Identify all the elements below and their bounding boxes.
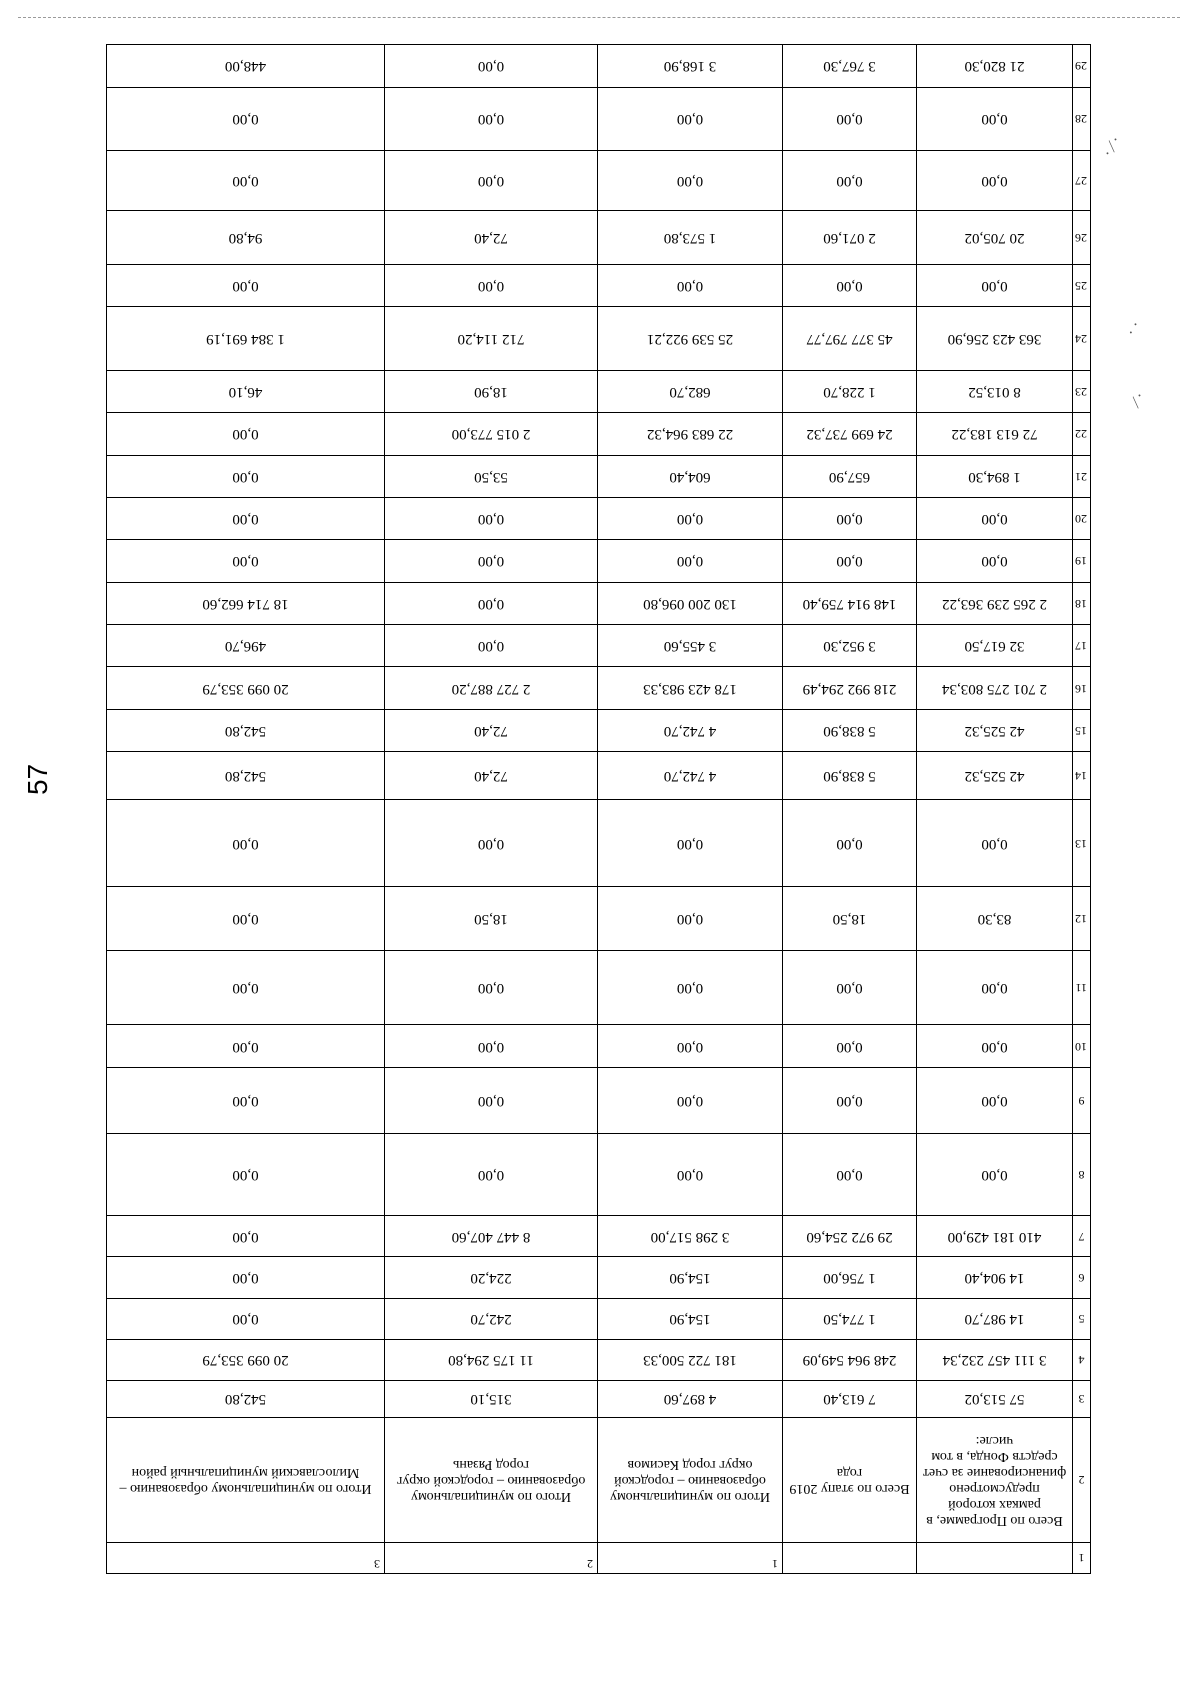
value-cell: 0,00 (598, 87, 783, 151)
value-cell: 242,70 (385, 1298, 598, 1339)
scan-speck: · ⁄ · (1099, 133, 1125, 161)
value-cell: 0,00 (385, 582, 598, 624)
value-cell: 712 114,20 (385, 307, 598, 371)
value-cell: 0,00 (598, 497, 783, 539)
value-cell: 542,80 (107, 709, 385, 751)
row-index-cell: 1 (598, 1542, 783, 1573)
value-cell: 14 987,70 (917, 1298, 1073, 1339)
value-cell: 0,00 (107, 1257, 385, 1298)
column-number-cell: 4 (1073, 1339, 1091, 1380)
value-cell: 0,00 (917, 540, 1073, 582)
value-cell: 83,30 (917, 887, 1073, 951)
value-cell: 604,40 (598, 455, 783, 497)
table-row (107, 87, 1091, 151)
value-cell: 20 099 353,79 (107, 667, 385, 709)
table-row (107, 1257, 1091, 1298)
value-cell: 363 423 256,90 (917, 307, 1073, 371)
table-row (107, 1133, 1091, 1216)
value-cell: 14 904,40 (917, 1257, 1073, 1298)
column-number-cell: 23 (1073, 370, 1091, 412)
column-number-cell: 8 (1073, 1133, 1091, 1216)
column-number-cell: 10 (1073, 1025, 1091, 1067)
value-cell: 3 168,90 (598, 45, 783, 88)
table-row (107, 211, 1091, 265)
value-cell: 22 683 964,32 (598, 413, 783, 455)
table-row (107, 497, 1091, 539)
value-cell: 448,00 (107, 45, 385, 88)
table-row (107, 1067, 1091, 1133)
value-cell: 2 727 887,20 (385, 667, 598, 709)
table-row (107, 887, 1091, 951)
row-index-cell: 2 (385, 1542, 598, 1573)
value-cell: 0,00 (917, 87, 1073, 151)
value-cell: 8 013,52 (917, 370, 1073, 412)
column-number-cell: 24 (1073, 307, 1091, 371)
value-cell: 5 838,90 (783, 709, 917, 751)
value-cell: 21 820,30 (917, 45, 1073, 88)
value-cell: 0,00 (917, 800, 1073, 887)
column-number-cell: 7 (1073, 1216, 1091, 1257)
row-label-cell: Итого по муниципальному образованию – городской округ город Касимов (598, 1417, 783, 1542)
value-cell: 2 701 275 803,34 (917, 667, 1073, 709)
column-number-cell: 18 (1073, 582, 1091, 624)
table-row (107, 625, 1091, 667)
value-cell: 4 742,70 (598, 709, 783, 751)
table-row (107, 752, 1091, 800)
value-cell: 1 756,00 (783, 1257, 917, 1298)
value-cell: 657,90 (783, 455, 917, 497)
value-cell: 18,50 (385, 887, 598, 951)
value-cell: 20 705,02 (917, 211, 1073, 265)
value-cell: 25 539 922,21 (598, 307, 783, 371)
table-row (107, 370, 1091, 412)
row-index-cell (783, 1542, 917, 1573)
value-cell: 46,10 (107, 370, 385, 412)
value-cell: 3 952,30 (783, 625, 917, 667)
column-number-cell: 14 (1073, 752, 1091, 800)
column-number-cell: 16 (1073, 667, 1091, 709)
table-row (107, 151, 1091, 211)
value-cell: 0,00 (385, 1067, 598, 1133)
table-row (107, 264, 1091, 306)
table-row (107, 950, 1091, 1025)
value-cell: 154,90 (598, 1257, 783, 1298)
value-cell: 72,40 (385, 211, 598, 265)
value-cell: 0,00 (107, 887, 385, 951)
value-cell: 0,00 (598, 1025, 783, 1067)
value-cell: 0,00 (385, 151, 598, 211)
rotated-table-sheet (107, 44, 1091, 1574)
value-cell: 0,00 (107, 455, 385, 497)
column-number-cell: 22 (1073, 413, 1091, 455)
value-cell: 0,00 (385, 625, 598, 667)
value-cell: 315,10 (385, 1381, 598, 1418)
value-cell: 11 175 294,80 (385, 1339, 598, 1380)
table-row (107, 800, 1091, 887)
value-cell: 0,00 (107, 1067, 385, 1133)
value-cell: 3 298 517,00 (598, 1216, 783, 1257)
value-cell: 0,00 (917, 1067, 1073, 1133)
column-number-cell: 1 (1073, 1542, 1091, 1573)
value-cell: 5 838,90 (783, 752, 917, 800)
value-cell: 178 423 983,33 (598, 667, 783, 709)
column-number-cell: 25 (1073, 264, 1091, 306)
finance-table (106, 44, 1091, 1574)
row-label-cell: Всего по Программе, в рамках которой предусмотрено финансирование за счет средств Фонда, в том числе: (917, 1417, 1073, 1542)
value-cell: 0,00 (598, 950, 783, 1025)
value-cell: 0,00 (598, 1133, 783, 1216)
value-cell: 496,70 (107, 625, 385, 667)
table-row (107, 1417, 1091, 1542)
value-cell: 218 992 294,49 (783, 667, 917, 709)
value-cell: 0,00 (107, 1025, 385, 1067)
value-cell: 0,00 (598, 1067, 783, 1133)
column-number-cell: 17 (1073, 625, 1091, 667)
column-number-cell: 13 (1073, 800, 1091, 887)
value-cell: 3 767,30 (783, 45, 917, 88)
value-cell: 0,00 (598, 151, 783, 211)
column-number-cell: 29 (1073, 45, 1091, 88)
value-cell: 0,00 (107, 1298, 385, 1339)
table-row (107, 1542, 1091, 1573)
value-cell: 42 525,32 (917, 709, 1073, 751)
value-cell: 29 972 254,60 (783, 1216, 917, 1257)
value-cell: 0,00 (783, 1067, 917, 1133)
value-cell: 0,00 (783, 1025, 917, 1067)
value-cell: 0,00 (107, 151, 385, 211)
value-cell: 0,00 (598, 540, 783, 582)
value-cell: 0,00 (783, 87, 917, 151)
value-cell: 410 181 429,00 (917, 1216, 1073, 1257)
value-cell: 18,50 (783, 887, 917, 951)
value-cell: 32 617,50 (917, 625, 1073, 667)
column-number-cell: 26 (1073, 211, 1091, 265)
table-row (107, 455, 1091, 497)
column-number-cell: 19 (1073, 540, 1091, 582)
value-cell: 0,00 (107, 497, 385, 539)
column-number-cell: 15 (1073, 709, 1091, 751)
value-cell: 0,00 (107, 413, 385, 455)
value-cell: 0,00 (917, 497, 1073, 539)
row-label-cell: Итого по муниципальному образованию – Милославский муниципальный район (107, 1417, 385, 1542)
value-cell: 45 377 797,77 (783, 307, 917, 371)
value-cell: 130 200 096,80 (598, 582, 783, 624)
table-row (107, 307, 1091, 371)
value-cell: 1 384 691,19 (107, 307, 385, 371)
value-cell: 0,00 (783, 497, 917, 539)
column-number-cell: 6 (1073, 1257, 1091, 1298)
value-cell: 42 525,32 (917, 752, 1073, 800)
value-cell: 0,00 (107, 800, 385, 887)
value-cell: 0,00 (598, 887, 783, 951)
value-cell: 0,00 (385, 1133, 598, 1216)
value-cell: 0,00 (783, 264, 917, 306)
column-number-cell: 21 (1073, 455, 1091, 497)
value-cell: 682,70 (598, 370, 783, 412)
value-cell: 0,00 (385, 540, 598, 582)
row-label-cell: Всего по этапу 2019 года (783, 1417, 917, 1542)
table-row (107, 1298, 1091, 1339)
value-cell: 20 099 353,79 (107, 1339, 385, 1380)
column-number-cell: 27 (1073, 151, 1091, 211)
value-cell: 181 722 500,33 (598, 1339, 783, 1380)
column-number-cell: 20 (1073, 497, 1091, 539)
value-cell: 0,00 (385, 1025, 598, 1067)
scan-speck: ⁄ · (1128, 389, 1149, 409)
value-cell: 1 228,70 (783, 370, 917, 412)
value-cell: 0,00 (783, 800, 917, 887)
value-cell: 1 573,80 (598, 211, 783, 265)
value-cell: 0,00 (107, 1133, 385, 1216)
value-cell: 248 964 549,09 (783, 1339, 917, 1380)
value-cell: 148 914 759,40 (783, 582, 917, 624)
value-cell: 3 111 457 232,34 (917, 1339, 1073, 1380)
value-cell: 542,80 (107, 1381, 385, 1418)
value-cell: 0,00 (385, 264, 598, 306)
value-cell: 57 513,02 (917, 1381, 1073, 1418)
value-cell: 0,00 (385, 497, 598, 539)
table-row (107, 667, 1091, 709)
value-cell: 0,00 (385, 800, 598, 887)
value-cell: 154,90 (598, 1298, 783, 1339)
row-index-cell (917, 1542, 1073, 1573)
scan-speck: · · (1122, 318, 1145, 340)
column-number-cell: 9 (1073, 1067, 1091, 1133)
value-cell: 94,80 (107, 211, 385, 265)
table-row (107, 540, 1091, 582)
value-cell: 224,20 (385, 1257, 598, 1298)
value-cell: 0,00 (783, 1133, 917, 1216)
value-cell: 7 613,40 (783, 1381, 917, 1418)
table-row (107, 709, 1091, 751)
column-number-cell: 3 (1073, 1381, 1091, 1418)
value-cell: 3 455,60 (598, 625, 783, 667)
table-row (107, 582, 1091, 624)
value-cell: 1 774,50 (783, 1298, 917, 1339)
value-cell: 18,90 (385, 370, 598, 412)
column-number-cell: 2 (1073, 1417, 1091, 1542)
value-cell: 2 015 773,00 (385, 413, 598, 455)
value-cell: 72 613 183,22 (917, 413, 1073, 455)
value-cell: 0,00 (107, 950, 385, 1025)
value-cell: 0,00 (385, 87, 598, 151)
value-cell: 0,00 (385, 45, 598, 88)
row-index-cell: 3 (107, 1542, 385, 1573)
value-cell: 24 699 737,32 (783, 413, 917, 455)
value-cell: 53,50 (385, 455, 598, 497)
column-number-cell: 28 (1073, 87, 1091, 151)
value-cell: 0,00 (598, 800, 783, 887)
value-cell: 0,00 (783, 151, 917, 211)
value-cell: 4 897,60 (598, 1381, 783, 1418)
value-cell: 0,00 (917, 151, 1073, 211)
table-row (107, 1216, 1091, 1257)
value-cell: 0,00 (107, 87, 385, 151)
value-cell: 0,00 (107, 1216, 385, 1257)
table-row (107, 45, 1091, 88)
value-cell: 4 742,70 (598, 752, 783, 800)
column-number-cell: 5 (1073, 1298, 1091, 1339)
column-number-cell: 11 (1073, 950, 1091, 1025)
table-row (107, 1339, 1091, 1380)
page-number: 57 (22, 763, 53, 795)
value-cell: 0,00 (107, 264, 385, 306)
column-number-cell: 12 (1073, 887, 1091, 951)
value-cell: 0,00 (917, 1133, 1073, 1216)
value-cell: 542,80 (107, 752, 385, 800)
value-cell: 72,40 (385, 752, 598, 800)
scan-edge-line (18, 17, 1180, 18)
value-cell: 0,00 (385, 950, 598, 1025)
value-cell: 0,00 (917, 1025, 1073, 1067)
value-cell: 2 071,60 (783, 211, 917, 265)
row-label-cell: Итого по муниципальному образованию – городской округ город Рязань (385, 1417, 598, 1542)
value-cell: 18 714 662,60 (107, 582, 385, 624)
value-cell: 0,00 (917, 264, 1073, 306)
table-row (107, 413, 1091, 455)
value-cell: 0,00 (917, 950, 1073, 1025)
value-cell: 72,40 (385, 709, 598, 751)
table-row (107, 1025, 1091, 1067)
value-cell: 0,00 (783, 540, 917, 582)
value-cell: 0,00 (783, 950, 917, 1025)
table-row (107, 1381, 1091, 1418)
value-cell: 8 447 407,60 (385, 1216, 598, 1257)
value-cell: 0,00 (107, 540, 385, 582)
value-cell: 0,00 (598, 264, 783, 306)
value-cell: 1 894,30 (917, 455, 1073, 497)
value-cell: 2 265 239 363,22 (917, 582, 1073, 624)
